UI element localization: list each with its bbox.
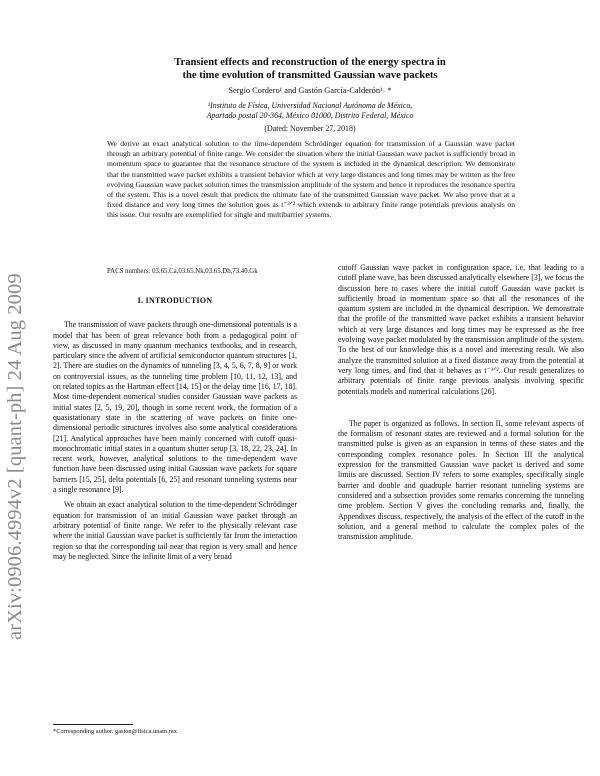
left-column xyxy=(53,296,297,562)
footnote-divider xyxy=(53,724,133,725)
paper-title xyxy=(120,56,500,82)
paragraph: The paper is organized as follows. In section II, some relevant aspects of the formalism of resonant states are reviewed and a formal solution for the transmitted pulse is given as an expansion in terms of these states and the corresponding complex resonance poles. In Section III the analytical expression for the transmitted Gaussian wave packet is derived and some limits are discussed. Section IV refers to some examples, specifically single barrier and double and quadruple barrier resonant tunneling systems are considered and a subsection provides some remarks concerning the tunneling time problem. Section V gives the concluding remarks and, finally, the Appendixes discuss, respectively, the analysis of the effect of the cutoff in the solution, and a general method to calculate the complex poles of the transmission amplitude. xyxy=(338,418,584,542)
affiliation-line-2: Apartado postal 20-364, México 01000, Distrito Federal, México xyxy=(206,111,414,120)
arxiv-identifier: arXiv:0906.4994v2 [quant-ph] 24 Aug 2009 xyxy=(4,273,26,640)
author-list: Sergio Cordero¹ and Gastón García-Calderón¹˒ * xyxy=(228,86,392,95)
title-line-2: the time evolution of transmitted Gaussian wave packets xyxy=(182,70,438,81)
paragraph: We obtain an exact analytical solution to the time-dependent Schrödinger equation for transmission of an initial Gaussian wave packet through an arbitrary potential of finite range. We refer to the physically relevant case where the initial Gaussian wave packet is sufficiently far from the interaction region so that the corresponding tail near that region is very small and hence may be neglected. Since the infinite limit of a very broad xyxy=(53,500,297,561)
paragraph: The transmission of wave packets through one-dimensional potentials is a model that has been of great relevance both from a pedagogical point of view, as discussed in many quantum mechanics textbooks, and in research, particulary since the advent of artificial semiconductor quantum structures [1, 2]. There are studies on the dynamics of tunneling [3, 4, 5, 6, 7, 8, 9] or work on controversial issues, as the tunneling time problem [10, 11, 12, 13], and on related topics as the Hartman effect [14, 15] or the delay time [16, 17, 18]. Most time-dependent numerical studies consider Gaussian wave packets as initial states [2, 5, 19, 20], though in some recent work, the formation of a quasistationary state in the scattering of wave packets on finite one-dimensional periodic structures involves also some analytical considerations [21]. Analytical approaches have been mainly concerned with cutoff quasi-monochromatic initial states in a quantum shutter setup [3, 18, 22, 23, 24]. In recent work, however, analytical solutions to the time-dependent wave function have been discussed using initial Gaussian wave packets for square barriers [15, 25], delta potentials [6, 25] and resonant tunneling systems near a single resonance [9]. xyxy=(53,320,297,495)
title-line-1: Transient effects and reconstruction of the energy spectra in xyxy=(174,57,446,68)
date-line: (Dated: November 27, 2018) xyxy=(264,124,356,133)
paragraph: cutoff Gaussian wave packet in configuration space, i.e, that leading to a cutoff plane wave, has been discussed analytically elsewhere [3], we focus the discussion here to cases where the initial cutoff Gaussian wave packet is sufficiently broad in momentum space so that all the resonances of the quantum system are included in the dynamical description. We demonstrate that the profile of the transmitted wave packet exhibits a transient behavior which at very large distances and long times may be expressed as the free evolving wave packet modulated by the transmission amplitude of the system. To the best of our knowledge this is a novel and interesting result. We also analyze the transmitted solution at a fixed distance away from the potential at very long times, and find that it behaves as t⁻³ᐟ². Our result generalizes to arbitrary potentials of finite range previous analysis involving specific potentials models and numerical calculations [26]. xyxy=(338,263,584,396)
right-column xyxy=(338,263,584,542)
affiliation-line-1: ¹Instituto de Física, Universidad Nacional Autónoma de México, xyxy=(207,101,413,110)
section-heading: I. INTRODUCTION xyxy=(137,296,213,305)
footnote: *Corresponding author. gaston@fisica.unam.mx xyxy=(53,728,177,735)
pacs-numbers: PACS numbers: 03.65.Ca,03.65.Nk,03.65.Db,73.40.Gk xyxy=(107,268,258,275)
affiliation xyxy=(120,101,500,121)
abstract: We derive an exact analytical solution to the time-dependent Schrödinger equation for transmission of a Gaussian wave packet through an arbitrary potential of finite range. We consider the situation where the initial Gaussian wave packet is sufficiently broad in momentum space to guarantee that the resonance structure of the system is included in the dynamical description. We demonstrate that the transmitted wave packet exhibits a transient behavior which at very large distances and long times may be written as the free evolving Gaussian wave packet solution times the transmission amplitude of the system and hence it reproduces the resonance spectra of the system. This is a novel result that predicts the ultimate fate of the transmitted Gaussian wave packet. We also prove that at a fixed distance and very long times the solution goes as t⁻³ᐟ² which extends to arbitrary finite range potentials previous analysis on this issue. Our results are exemplified for single and multibarrier systems. xyxy=(107,139,515,220)
